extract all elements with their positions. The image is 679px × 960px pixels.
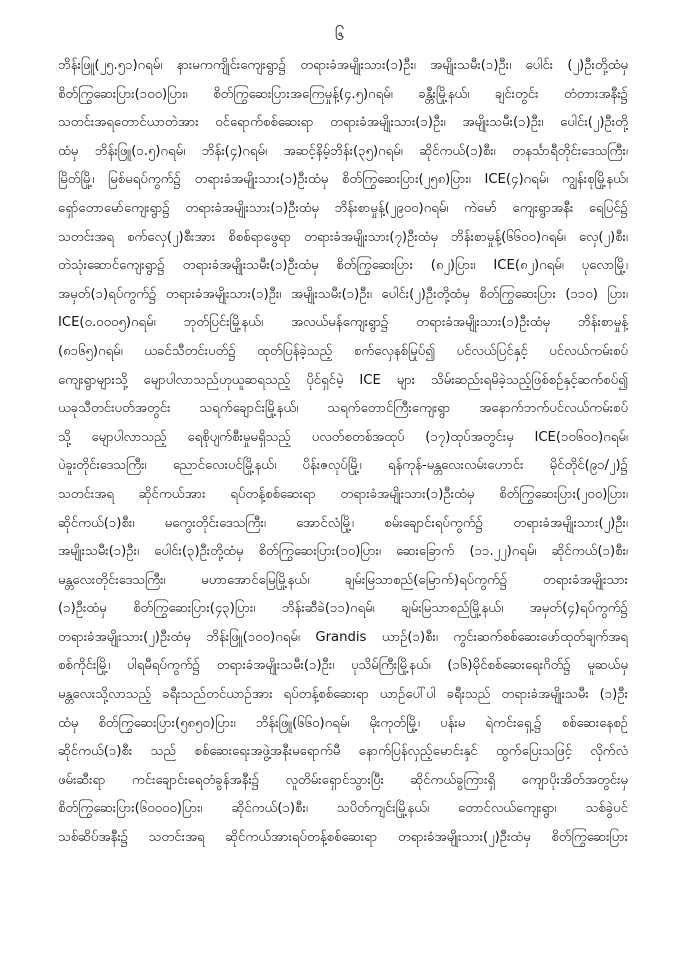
text-line: ဘိန်းဖြူ(၂၅.၅၁)ဂရမ်၊ နားမကကျိုင်းကျေးရွာ၌ တရားခံအမျိုးသား(၁)ဦး၊ အမျိုးသမီး(၁)ဦး၊ ပေါင်း (၂)ဦးတို့ထံမှ [58, 58, 628, 73]
text-line: သတင်းအရ ဆိုင်ကယ်အား ရပ်တန့်စစ်ဆေးရာ တရားခံအမျိုးသား(၁)ဦးထံမှ စိတ်ကြွဆေးပြား(၂၀၀)ပြား၊ [58, 486, 628, 502]
text-line: ပဲခူးတိုင်းဒေသကြီး၊ ညောင်လေးပင်မြို့နယ်၊ ပိန်းဇလုပ်မြို့၊ ရန်ကုန်-မန္တလေးလမ်းဟောင်း မိုင်တိုင်(၉၁/၂)၌ [58, 458, 628, 474]
text-line: မြိတ်မြို့၊ မြစ်မရပ်ကွက်၌ တရားခံအမျိုးသား(၁)ဦးထံမှ စိတ်ကြွဆေးပြား(၂၅၈)ပြား၊ ICE(၄)ဂရမ်၊ ကျွန်းစုမြို့နယ်၊ [58, 172, 628, 188]
text-line: ကျေးရွာများသို့ မျောပါလာသည်ဟုယူဆရသည့် ပိုင်ရှင်မဲ့ ICE များ သိမ်းဆည်းရမိခဲ့သည့်ဖြစ်စဉ်နှင့်ဆက်စပ်၍ [58, 372, 628, 388]
text-line: ဆိုင်ကယ်(၁)စီး၊ မကွေးတိုင်းဒေသကြီး၊ အောင်လံမြို့၊ စမ်းချောင်းရပ်ကွက်၌ တရားခံအမျိုးသား(၂)ဦး၊ [58, 515, 628, 531]
text-line: တဲသုံးဆောင်ကျေးရွာ၌ တရားခံအမျိုးသမီး(၁)ဦးထံမှ စိတ်ကြွဆေးပြား (၈၂)ပြား၊ ICE(၈၂)ဂရမ်၊ ပုလောမြို့၊ [58, 258, 628, 274]
text-line: မန္တလေးသို့လာသည့် ခရီးသည်တင်ယာဉ်အား ရပ်တန့်စစ်ဆေးရာ ယာဉ်ပေါ်ပါ ခရီးသည် တရားခံအမျိုးသမီး (၁)ဦး [58, 687, 628, 703]
text-line: သတင်းအရတောင်ယာတဲအား ဝင်ရောက်စစ်ဆေးရာ တရားခံအမျိုးသား(၁)ဦး၊ အမျိုးသမီး(၁)ဦး၊ ပေါင်း(၂)ဦးတို့ [58, 115, 628, 131]
text-line: စစ်ကိုင်းမြို့၊ ပါရမီရပ်ကွက်၌ တရားခံအမျိုးသမီး(၁)ဦး၊ ပုသိမ်ကြီးမြို့နယ်၊ (၁၆)မိုင်စစ်ဆေးရေးဂိတ်၌ မူဆယ်မှ [58, 658, 628, 674]
text-line: သို့ မျောပါလာသည့် ရေစိုပျက်စီးမှုမရှိသည့် ပလတ်စတစ်အထုပ် (၁၇)ထုပ်အတွင်းမှ ICE(၁၀၆၀၀)ဂရမ်၊ [58, 429, 628, 445]
body-paragraph [58, 52, 628, 853]
text-line: (၁)ဦးထံမှ စိတ်ကြွဆေးပြား(၄၃)ပြား၊ ဘိန်းဆီခဲ(၁၁)ဂရမ်၊ ချမ်းမြသာစည်မြို့နယ်၊ အမှတ်(၄)ရပ်ကွက်၌ [58, 601, 628, 617]
text-line: စိတ်ကြွဆေးပြား(၆၀၀၀၀)ပြား၊ ဆိုင်ကယ်(၁)စီး၊ သပိတ်ကျင်းမြို့နယ်၊ တောင်လယ်ကျေးရွာ၊ သစ်ခွဲပင် [58, 801, 628, 817]
text-line: အမှတ်(၁)ရပ်ကွက်၌ တရားခံအမျိုးသား(၁)ဦး၊ အမျိုးသမီး(၁)ဦး၊ ပေါင်း(၂)ဦးတို့ထံမှ စိတ်ကြွဆေးပြား (၁၁၀) ပြား၊ [58, 286, 628, 302]
text-line: သတင်းအရ စက်လှေ(၂)စီးအား စိစစ်ရာဖွေရာ တရားခံအမျိုးသား(၇)ဦးထံမှ ဘိန်းစာမှုန့်(၆၆၀၀)ဂရမ်၊ လှေ(၂)စီး၊ [58, 229, 628, 245]
text-line: တရားခံအမျိုးသား(၂)ဦးထံမှ ဘိန်းဖြူ(၁၀၀)ဂရမ်၊ Grandis ယာဉ်(၁)စီး၊ ကွင်းဆက်စစ်ဆေးဖော်ထုတ်ချက်အရ [58, 629, 628, 645]
text-line: ထံမှ စိတ်ကြွဆေးပြား(၅၈၅၀)ပြား၊ ဘိန်းဖြူ(၆၆၀)ဂရမ်၊ မိုးကုတ်မြို့၊ ပန်းမ ရဲကင်းရှေ့၌ စစ်ဆေးနေစဉ် [58, 715, 628, 731]
text-line: စိတ်ကြွဆေးပြား(၁၀၀)ပြား၊ စိတ်ကြွဆေးပြားအကြေမှုန့်(၄.၅)ဂရမ်၊ ခန္တီးမြို့နယ်၊ ချင်းတွင်း တံတားအနီး၌ [58, 86, 628, 102]
text-line: ရှော်တောမော်ကျေးရွာ၌ တရားခံအမျိုးသား(၁)ဦးထံမှ ဘိန်းစာမှုန့်(၂၉၀၀)ဂရမ်၊ ကဲမော် ကျေးရွာအနီး ရေပြင်၌ [58, 200, 628, 216]
text-line: ဖမ်းဆီးရာ ကင်းချောင်းရေတံခွန်အနီး၌ လူတိမ်းရှောင်သွားပြီး ဆိုင်ကယ်ခွကြားရှိ ကျောပိုးအိတ်အတွင်းမှ [58, 772, 628, 788]
page-number: ၆ [334, 25, 345, 45]
text-line: သစ်ဆိပ်အနီး၌ သတင်းအရ ဆိုင်ကယ်အားရပ်တန့်စစ်ဆေးရာ တရားခံအမျိုးသား(၂)ဦးထံမှ စိတ်ကြွဆေးပြား [58, 830, 628, 846]
text-line: ICE(၀.၀၀၀၅)ဂရမ်၊ ဘုတ်ပြင်းမြို့နယ်၊ အလယ်မန်ကျေးရွာ၌ တရားခံအမျိုးသား(၁)ဦးထံမှ ဘိန်းစာမှုန့် [58, 315, 628, 331]
text-line: ယခုသီတင်းပတ်အတွင်း သရက်ချောင်းမြို့နယ်၊ သရက်တောင်ကြီးကျေးရွာ အနောက်ဘက်ပင်လယ်ကမ်းစပ် [58, 401, 628, 417]
text-line: အမျိုးသမီး(၁)ဦး၊ ပေါင်း(၃)ဦးတို့ထံမှ စိတ်ကြွဆေးပြား(၁၀)ပြား၊ ဆေးခြောက် (၁၁.၂၂)ဂရမ်၊ ဆိုင်ကယ်(၁)စီး၊ [58, 544, 628, 560]
text-line: ဆိုင်ကယ်(၁)စီး သည် စစ်ဆေးရေးအဖွဲ့အနီးမရောက်မီ နောက်ပြန်လှည့်မောင်းနှင် ထွက်ပြေးသဖြင့် လိုက်လံ [58, 744, 628, 760]
text-line: မန္တလေးတိုင်းဒေသကြီး၊ မဟာအောင်မြေမြို့နယ်၊ ချမ်းမြသာစည်(မြောက်)ရပ်ကွက်၌ တရားခံအမျိုးသား [58, 572, 628, 588]
text-line: ထံမှ ဘိန်းဖြူ(၁.၅)ဂရမ်၊ ဘိန်း(၄)ဂရမ်၊ အဆင့်နိမ့်ဘိန်း(၃၅)ဂရမ်၊ ဆိုင်ကယ်(၁)စီး၊ တနင်္သာရီတိုင်းဒေသကြီး၊ [58, 143, 628, 159]
text-line: (၈၁၆၅)ဂရမ်၊ ယခင်သီတင်းပတ်၌ ထုတ်ပြန်ခဲ့သည့် စက်လှေနစ်မြုပ်၍ ပင်လယ်ပြင်နှင့် ပင်လယ်ကမ်းစပ် [58, 343, 628, 359]
